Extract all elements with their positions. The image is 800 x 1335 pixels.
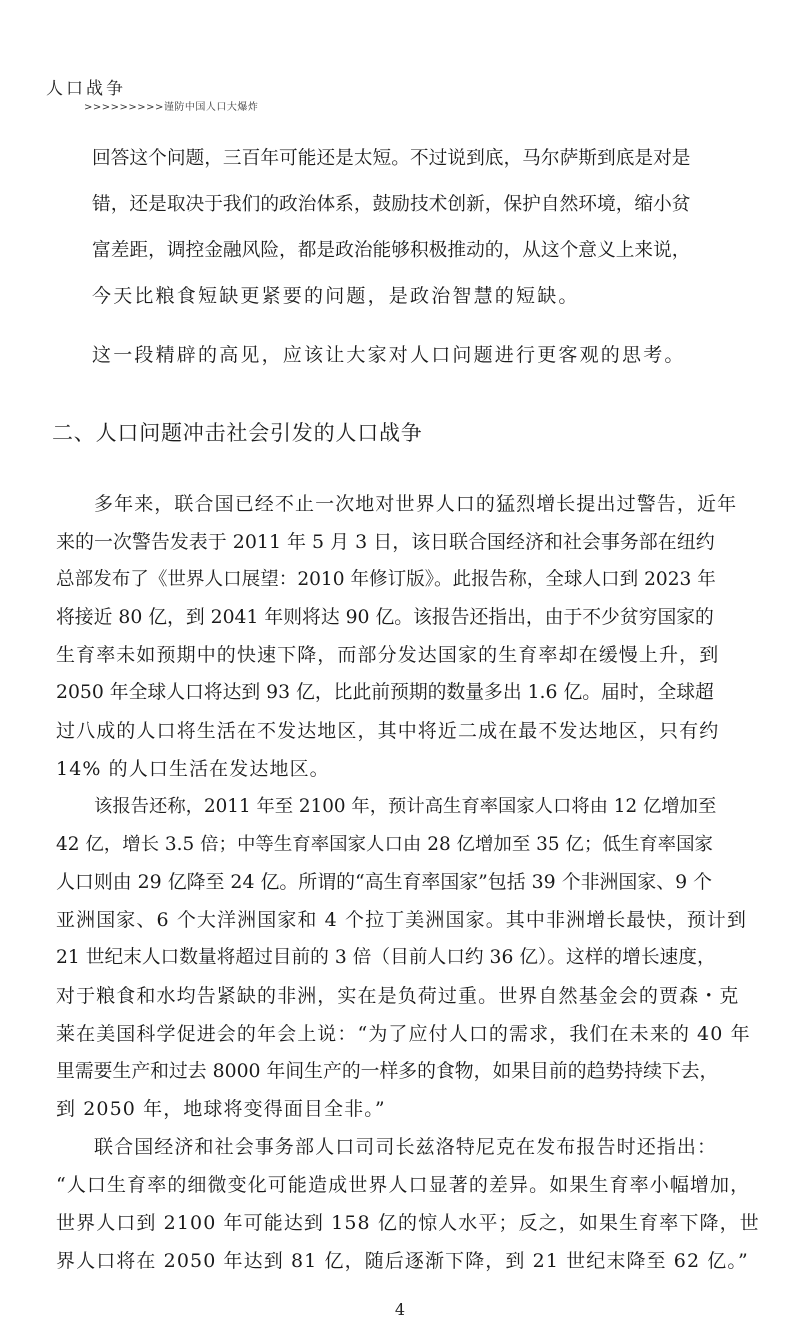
paragraph-line: 里需要生产和过去 8000 年间生产的一样多的食物，如果目前的趋势持续下去， bbox=[56, 1061, 719, 1082]
paragraph-line: 到 2050 年，地球将变得面目全非。” bbox=[56, 1098, 386, 1120]
section-heading: 二、人口问题冲击社会引发的人口战争 bbox=[52, 421, 423, 445]
paragraph-line: 总部发布了《世界人口展望：2010 年修订版》。此报告称，全球人口到 2023 年 bbox=[56, 569, 716, 590]
paragraph-line: 将接近 80 亿，到 2041 年则将达 90 亿。该报告还指出，由于不少贫穷国家的 bbox=[56, 607, 714, 628]
quote-line: 回答这个问题，三百年可能还是太短。不过说到底，马尔萨斯到底是对是 bbox=[92, 148, 691, 169]
page-number: 4 bbox=[394, 1300, 406, 1319]
quote-line: 富差距，调控金融风险，都是政治能够积极推动的，从这个意义上来说， bbox=[92, 240, 691, 261]
paragraph-line: 来的一次警告发表于 2011 年 5 月 3 日，该日联合国经济和社会事务部在纽约 bbox=[56, 531, 715, 553]
paragraph-line: 21 世纪末人口数量将超过目前的 3 倍（目前人口约 36 亿）。这样的增长速度， bbox=[56, 947, 716, 968]
paragraph-line: 莱在美国科学促进会的年会上说：“为了应付人口的需求，我们在未来的 40 年 bbox=[56, 1023, 751, 1045]
paragraph-line: 42 亿，增长 3.5 倍；中等生育率国家人口由 28 亿增加至 35 亿；低生育率国家 bbox=[56, 834, 713, 855]
paragraph-line: 世界人口到 2100 年可能达到 158 亿的惊人水平；反之，如果生育率下降，世 bbox=[56, 1212, 760, 1234]
paragraph-line: 多年来，联合国已经不止一次地对世界人口的猛烈增长提出过警告，近年 bbox=[94, 493, 738, 515]
quote-line: 今天比粮食短缺更紧要的问题，是政治智慧的短缺。 bbox=[92, 285, 580, 307]
running-head-title: 人口战争 bbox=[46, 79, 126, 99]
paragraph-line: 生育率未如预期中的快速下降，而部分发达国家的生育率却在缓慢上升，到 bbox=[56, 644, 720, 666]
paragraph-line: 过八成的人口将生活在不发达地区，其中将近二成在最不发达地区，只有约 bbox=[56, 720, 720, 742]
paragraph-line: 联合国经济和社会事务部人口司司长兹洛特尼克在发布报告时还指出： bbox=[94, 1136, 718, 1158]
paragraph-line: 界人口将在 2050 年达到 81 亿，随后逐渐下降，到 21 世纪末降至 62 亿。” bbox=[56, 1250, 749, 1272]
paragraph-line: 亚洲国家、6 个大洋洲国家和 4 个拉丁美洲国家。其中非洲增长最快，预计到 bbox=[56, 909, 747, 931]
quote-line: 错，还是取决于我们的政治体系，鼓励技术创新，保护自然环境，缩小贫 bbox=[92, 194, 691, 215]
paragraph-line: 对于粮食和水均告紧缺的非洲，实在是负荷过重。世界自然基金会的贾森・克 bbox=[56, 985, 740, 1007]
paragraph-line: “人口生育率的细微变化可能造成世界人口显著的差异。如果生育率小幅增加， bbox=[56, 1174, 751, 1196]
paragraph-line: 14% 的人口生活在发达地区。 bbox=[56, 758, 330, 780]
paragraph-line: 人口则由 29 亿降至 24 亿。所谓的“高生育率国家”包括 39 个非洲国家、9 个 bbox=[56, 871, 713, 893]
running-head-subtitle: >>>>>>>>>谨防中国人口大爆炸 bbox=[84, 102, 259, 113]
paragraph-line: 2050 年全球人口将达到 93 亿，比此前预期的数量多出 1.6 亿。届时，全球超 bbox=[56, 682, 714, 703]
paragraph-line: 该报告还称，2011 年至 2100 年，预计高生育率国家人口将由 12 亿增加至 bbox=[94, 796, 717, 817]
comment-line: 这一段精辟的高见，应该让大家对人口问题进行更客观的思考。 bbox=[92, 344, 686, 366]
